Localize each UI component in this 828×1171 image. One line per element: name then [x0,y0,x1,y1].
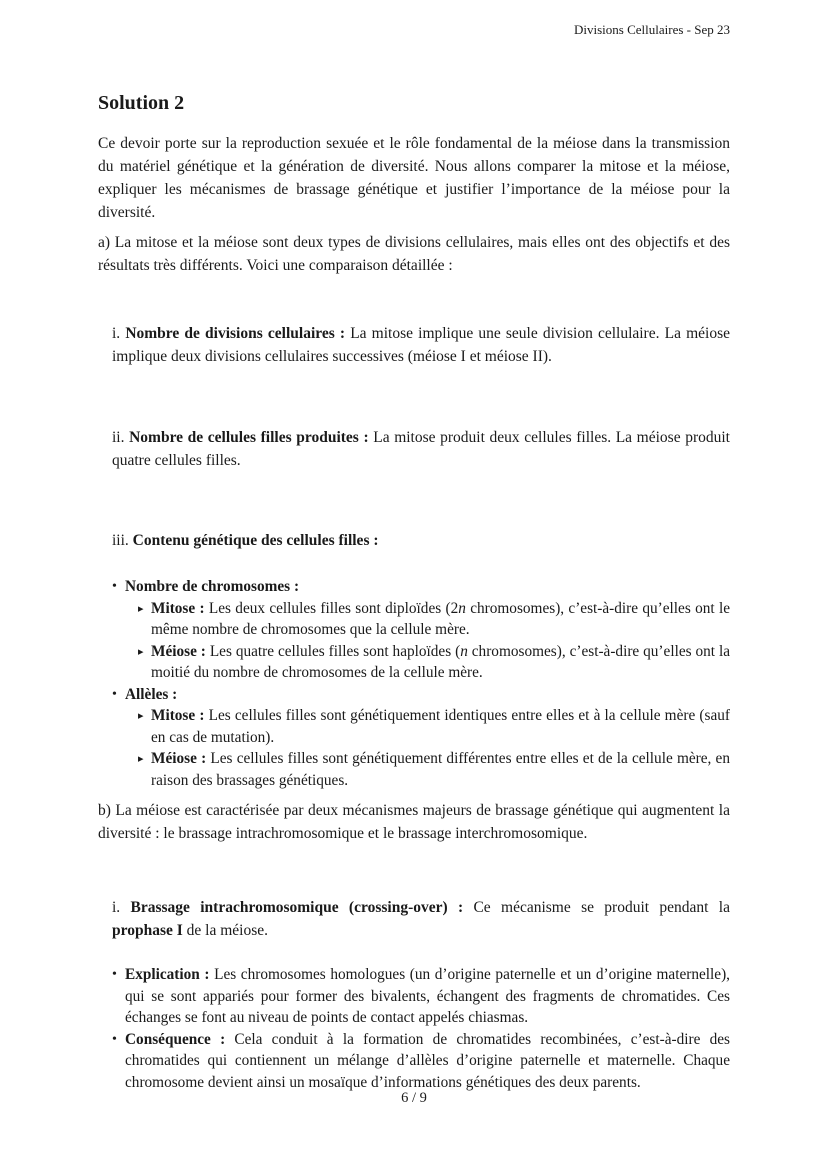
page-content [98,0,730,1093]
list-item-text: Allèles : [125,685,178,703]
paragraph-b: b) La méiose est caractérisée par deux mécanismes majeurs de brassage génétique qui augmentent la diversité : le brassage intrachromosomique et le brassage interchromosomique. [98,802,730,842]
list-item-text: Nombre de chromosomes : [125,578,300,595]
genetic-content-list [112,576,730,791]
intro-paragraph: Ce devoir porte sur la reproduction sexuée et le rôle fondamental de la méiose dans la transmission du matériel génétique et la génération de diversité. Nous allons comparer la mitose et la méiose, expliquer les mécanismes de brassage génétique et justifier l’importance de la méiose pour la diversité. [98,135,730,221]
section-i-divisions: i. Nombre de divisions cellulaires : La mitose implique une seule division cellulaire. La méiose implique deux divisions cellulaires successives (méiose I et méiose II). [112,325,730,365]
triangle-bullet-icon: ▸ [138,710,144,722]
list-item-text: Explication : Les chromosomes homologues (un d’origine paternelle et un d’origine maternelle), qui se sont appariés pour former des bivalents, échangent des fragments de chromatides. Ces échanges se font au niveau de points de contact appelés chiasmas. [125,966,730,1026]
bullet-icon: • [112,579,117,594]
page-header: Divisions Cellulaires - Sep 23 [574,22,730,37]
bullet-icon: • [112,686,117,702]
list-item-text: Mitose : Les cellules filles sont génétiquement identiques entre elles et à la cellule mère (sauf en cas de mutation). [151,707,730,746]
list-item [112,684,730,706]
bullet-icon: • [112,1031,117,1047]
bullet-icon: • [112,967,117,982]
list-item-text: Méiose : Les cellules filles sont génétiquement différentes entre elles et de la cellule mère, en raison des brassages génétiques. [151,750,730,789]
list-item-text: Méiose : Les quatre cellules filles sont haploïdes (n chromosomes), c’est-à-dire qu’elles ont la moitié du nombre de chromosomes de la cellule mère. [151,642,730,681]
section-ii-cellules-filles: ii. Nombre de cellules filles produites : La mitose produit deux cellules filles. La méiose produit quatre cellules filles. [112,429,730,469]
list-subitem [138,641,730,684]
list-item-text: Conséquence : Cela conduit à la formation de chromatides recombinées, c’est-à-dire des chromatides qui contiennent un mélange d’allèles d’origine paternelle et maternelle. Chaque chromosome devient ainsi un mosaïque d’informations génétiques des deux parents. [125,1030,730,1091]
triangle-bullet-icon: ▸ [138,602,144,615]
page-title: Solution 2 [98,92,185,114]
page-number: 6 / 9 [401,1090,427,1106]
list-subitem [138,705,730,748]
list-subitem [138,598,730,641]
list-item [112,964,730,1029]
list-item [112,1029,730,1094]
list-item [112,576,730,598]
list-item-text: Mitose : Les deux cellules filles sont diploïdes (2n chromosomes), c’est-à-dire qu’elles ont le même nombre de chromosomes que la cellule mère. [151,599,731,638]
triangle-bullet-icon: ▸ [138,753,144,765]
section-iii-contenu-genetique: iii. Contenu génétique des cellules filles : [112,532,379,549]
paragraph-a: a) La mitose et la méiose sont deux types de divisions cellulaires, mais elles ont des objectifs et des résultats très différents. Voici une comparaison détaillée : [98,234,730,274]
triangle-bullet-icon: ▸ [138,645,144,658]
list-subitem [138,748,730,791]
section-i-brassage: i. Brassage intrachromosomique (crossing-over) : Ce mécanisme se produit pendant la prophase I de la méiose. [112,899,730,939]
brassage-list [112,964,730,1093]
